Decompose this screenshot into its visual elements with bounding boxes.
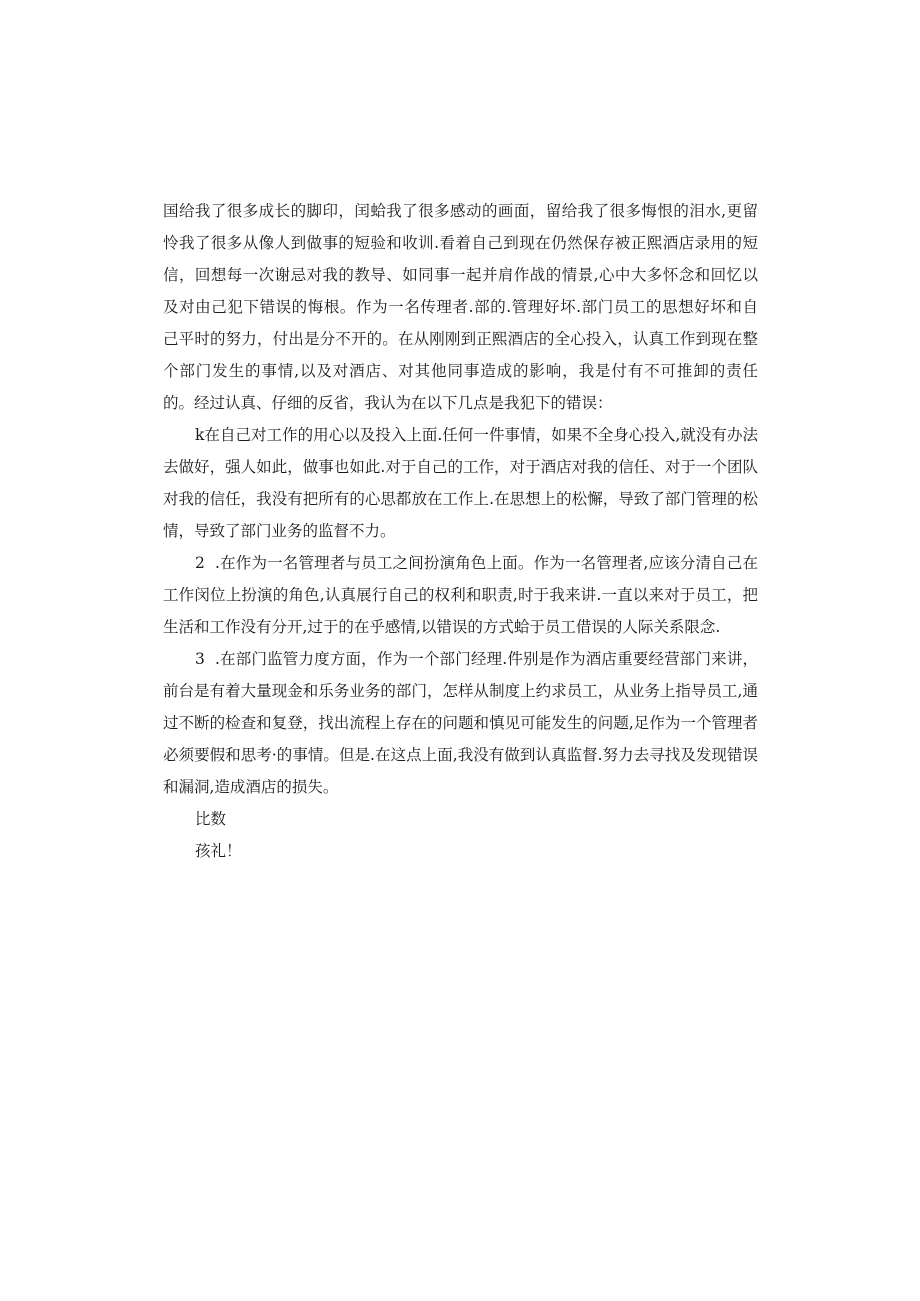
text-line: 己平时的努力，付出是分不开的。在从刚刚到正熙酒店的全心投入，认真工作到现在整: [163, 330, 758, 348]
list-number: 3: [195, 650, 205, 668]
text-line: 对我的信任，我没有把所有的心思都放在工作上.在思想上的松懈，导致了部门管理的松: [163, 490, 758, 508]
text-line: [163, 547, 758, 579]
text-line: 信，回想每一次谢忌对我的教导、如同事一起并肩作战的情景,心中大多怀念和回忆以: [163, 266, 758, 284]
list-item-1: [163, 419, 758, 547]
text-line: 国给我了很多成长的脚印，闰蛤我了很多感动的画面，留给我了很多悔恨的泪水,更留: [163, 202, 758, 220]
text-line: 工作闵位上扮演的角色,认真展行自己的权利和职责,时于我来讲.一直以来对于员工，把: [163, 586, 758, 604]
list-item-2: [163, 547, 758, 643]
closing-line-1: 比数: [195, 810, 227, 828]
text-line: 生活和工作没有分开,过于的在乎感情,以错误的方式蛤于员工借误的人际关系限念.: [163, 618, 721, 636]
text-line: 过不断的检查和复登，找出流程上存在的问题和慎见可能发生的问题,足作为一个管理者: [163, 714, 758, 732]
closing-line-2: 孩礼！: [195, 842, 242, 860]
list-text: .在部门监管力度方面，作为一个部门经理.件别是作为酒店重要经营部门来讲，: [215, 650, 758, 668]
text-line: 前台是有着大量现金和乐务业务的部门，怎样从制度上约求员工，从业务上指导员工,通: [163, 682, 758, 700]
list-text: .在作为一名管理者与员工之间扮演角色上面。作为一名管理者,应该分清自己在: [215, 554, 758, 572]
text-line: 和漏洞,造成酒店的损失。: [163, 778, 339, 796]
text-line: k在自己对工作的用心以及投入上面.任何一件事情，如果不全身心投入,就没有办法: [195, 426, 758, 444]
text-line: 个部门发生的事情,以及对酒店、对其他同事造成的影响，我是付有不可推卸的责任: [163, 362, 758, 380]
text-line: 必须要假和思考·的事情。但是.在这点上面,我没有做到认真监督.努力去寻找及发现错误: [163, 746, 758, 764]
text-line: 去做好，强人如此，做事也如此.对于自己的工作，对于酒店对我的信任、对于一个团队: [163, 458, 758, 476]
text-line: [163, 643, 758, 675]
list-item-3: [163, 643, 758, 803]
text-line: 及对由己犯下错误的悔根。作为一名传理者.部的.管理好坏.部门员工的思想好坏和自: [163, 298, 758, 316]
intro-paragraph: [163, 195, 758, 419]
text-line: 情，导致了部门业务的监督不力。: [163, 522, 396, 540]
document-body: [163, 195, 758, 867]
list-number: 2: [195, 554, 205, 572]
text-line: 的。经过认真、仔细的反省，我认为在以下几点是我犯下的错误：: [163, 394, 613, 412]
text-line: 怜我了很多从像人到做事的短验和收训.看着自己到现在仍然保存被正熙酒店录用的短: [163, 234, 758, 252]
